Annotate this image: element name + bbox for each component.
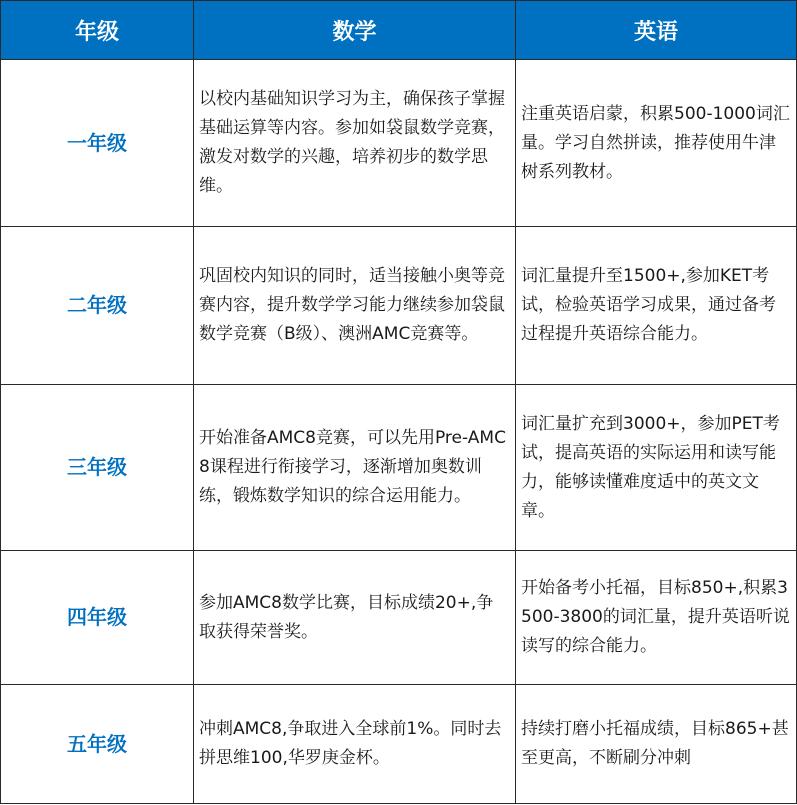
math-cell: 冲刺AMC8,争取进入全球前1%。同时去拼思维100,华罗庚金杯。: [194, 685, 516, 804]
english-cell: 词汇量扩充到3000+，参加PET考试，提高英语的实际运用和读写能力，能够读懂难度适中的英文文章。: [516, 385, 797, 551]
math-cell: 以校内基础知识学习为主，确保孩子掌握基础运算等内容。参加如袋鼠数学竞赛，激发对数学的兴趣，培养初步的数学思维。: [194, 60, 516, 227]
grade-cell: 五年级: [1, 685, 194, 804]
math-cell: 巩固校内知识的同时，适当接触小奥等竞赛内容，提升数学学习能力继续参加袋鼠数学竞赛（B级）、澳洲AMC竞赛等。: [194, 227, 516, 385]
math-cell: 开始准备AMC8竞赛，可以先用Pre-AMC8课程进行衔接学习，逐渐增加奥数训练，锻炼数学知识的综合运用能力。: [194, 385, 516, 551]
header-row: [1, 1, 797, 60]
table-row: [1, 227, 797, 385]
grade-cell: 三年级: [1, 385, 194, 551]
table-row: [1, 685, 797, 804]
table-row: [1, 60, 797, 227]
english-cell: 开始备考小托福，目标850+,积累3500-3800的词汇量，提升英语听说读写的综合能力。: [516, 551, 797, 685]
header-grade: 年级: [1, 1, 194, 60]
math-cell: 参加AMC8数学比赛，目标成绩20+,争取获得荣誉奖。: [194, 551, 516, 685]
header-math: 数学: [194, 1, 516, 60]
grade-cell: 四年级: [1, 551, 194, 685]
grade-cell: 二年级: [1, 227, 194, 385]
english-cell: 持续打磨小托福成绩，目标865+甚至更高，不断刷分冲刺: [516, 685, 797, 804]
grade-cell: 一年级: [1, 60, 194, 227]
english-cell: 注重英语启蒙，积累500-1000词汇量。学习自然拼读，推荐使用牛津树系列教材。: [516, 60, 797, 227]
header-english: 英语: [516, 1, 797, 60]
table-row: [1, 385, 797, 551]
english-cell: 词汇量提升至1500+,参加KET考试，检验英语学习成果，通过备考过程提升英语综合能力。: [516, 227, 797, 385]
table-row: [1, 551, 797, 685]
